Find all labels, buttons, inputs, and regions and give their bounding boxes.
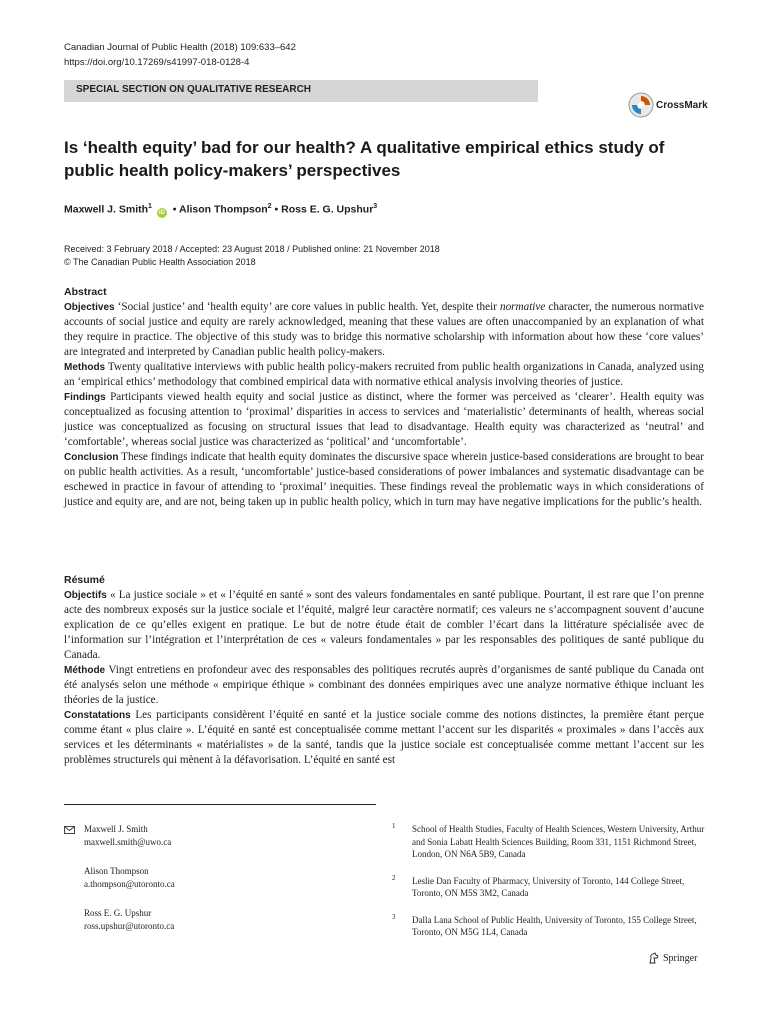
- resume-constatations: [64, 708, 704, 768]
- affiliation-text: School of Health Studies, Faculty of Health Sciences, Western University, Arthur and Sonia Labatt Health Sciences Building, Room 331, 1151 Richmond Street, London, ON N6A 5B9, Canada: [412, 824, 705, 859]
- affiliations: [392, 823, 710, 953]
- resume-objectifs: [64, 588, 704, 663]
- abstract-methods: [64, 360, 704, 390]
- contact-entry: [64, 823, 364, 849]
- contact-entry: [64, 907, 364, 933]
- springer-horse-icon: [648, 952, 660, 964]
- affiliation-number: 2: [392, 873, 396, 882]
- author-separator: •: [172, 203, 177, 216]
- author-affil-num: 1: [148, 203, 152, 210]
- author-affil-num: 2: [267, 203, 272, 210]
- contact-name: Maxwell J. Smith: [84, 824, 148, 834]
- objectives-emphasis: normative: [499, 301, 546, 313]
- objectives-text-b: character, the numerous normative accounts of social justice and equity are rarely acknowledged, meaning that these values are often unaccompanied by an explanation of what they require in practice. The objective of this study was to bridge this normative scholarship with information about how these ‘core values’ are integrated and interpreted by Canadian public health policy-makers.: [64, 301, 705, 358]
- dates-line: Received: 3 February 2018 / Accepted: 23 August 2018 / Published online: 21 November 2018: [64, 244, 440, 254]
- objectifs-text: « La justice sociale » et « l’équité en santé » sont des valeurs fondamentales en santé publique. Pourtant, il est rare que l’on prenne acte des nombreux exposés sur la justice sociale et l’équité, malgré leur caractère normatif; ces valeurs ne s’accompagnent souvent d’aucune explication de ce qu’elles exigent en pratique. Le but de notre étude était de combler l’écart dans la littérature spécialisée avec de l’information sur l’intégration et l’interprétation de ces « valeurs fondamentales » par les responsables des politiques de santé publique du Canada.: [64, 589, 705, 661]
- resume-methode: [64, 663, 704, 708]
- contact-email[interactable]: maxwell.smith@uwo.ca: [84, 837, 172, 847]
- affiliation-number: 1: [392, 822, 396, 830]
- author-affil-num: 3: [373, 203, 378, 210]
- affiliation-number: 3: [392, 912, 396, 921]
- objectives-text-a: ‘Social justice’ and ‘health equity’ are core values in public health. Yet, despite their: [117, 301, 497, 313]
- constatations-label: Constatations: [64, 710, 131, 721]
- author-list: [64, 203, 377, 218]
- journal-header: [64, 40, 296, 70]
- author-name[interactable]: Maxwell J. Smith: [64, 203, 149, 216]
- abstract-heading: Abstract: [64, 286, 107, 298]
- findings-text: Participants viewed health equity and social justice as distinct, where the former was perceived as ‘clearer’. Health equity was conceptualized as focusing attention to ‘proximal’ disparities in access to services and ‘materialistic’ determinants of health, whereas social justice was conceptualized as focusing on structural issues that lead to disadvantage. Health equity was characterized as ‘neutral’ and ‘comfortable’, whereas social justice was characterized as ‘political’ and ‘uncomfortable’.: [64, 391, 705, 448]
- conclusion-label: Conclusion: [64, 452, 119, 463]
- abstract-section: [64, 285, 704, 510]
- publisher-logo: [648, 952, 697, 964]
- abstract-conclusion: [64, 450, 704, 510]
- resume-section: [64, 573, 704, 768]
- contact-name: Ross E. G. Upshur: [84, 908, 152, 918]
- abstract-objectives: [64, 300, 704, 360]
- orcid-icon[interactable]: iD: [158, 209, 165, 216]
- corresponding-contacts: [64, 823, 364, 949]
- contact-email[interactable]: ross.upshur@utoronto.ca: [84, 921, 175, 931]
- affiliation-text: Leslie Dan Faculty of Pharmacy, University of Toronto, 144 College Street, Toronto, ON M5S 3M2, Canada: [412, 875, 685, 898]
- publisher-name: Springer: [663, 952, 698, 964]
- constatations-text: Les participants considèrent l’équité en santé et la justice sociale comme des notions distinctes, la première étant perçue comme étant « plus claire ». L’équité en santé est conceptualisée comme mettant l’accent sur les disparités « proximales » dans l’accès aux services et les déterminants « matérialistes » de la santé, tandis que la justice sociale est conceptualisée comme mettant l’accent sur les problèmes structurels qui mènent à la défavorisation. L’équité en santé est: [64, 709, 704, 766]
- author-separator: •: [274, 203, 279, 216]
- publication-dates: [64, 243, 440, 269]
- contact-entry: [64, 865, 364, 891]
- contact-email[interactable]: a.thompson@utoronto.ca: [84, 879, 175, 889]
- affiliation-text: Dalla Lana School of Public Health, University of Toronto, 155 College Street, Toronto, ON M5G 1L4, Canada: [412, 914, 697, 937]
- author-name[interactable]: Ross E. G. Upshur: [281, 203, 374, 216]
- affiliation-entry: [392, 875, 710, 900]
- crossmark-badge[interactable]: [628, 92, 708, 118]
- copyright-text: The Canadian Public Health Association 2018: [72, 257, 256, 267]
- methode-text: Vingt entretiens en profondeur avec des responsables des politiques recrutés auprès d’organismes de santé publique du Canada ont été analysés selon une méthode « empirique éthique » combinant des données empiriques avec une analyze normative éthique incluant les théories de la justice.: [64, 664, 704, 706]
- copyright-icon: ©: [64, 257, 73, 267]
- journal-citation: Canadian Journal of Public Health (2018) 109:633–642: [64, 42, 296, 53]
- affiliation-entry: [392, 914, 710, 939]
- abstract-findings: [64, 390, 704, 450]
- crossmark-icon: [628, 92, 654, 118]
- crossmark-label: CrossMark: [656, 99, 708, 111]
- conclusion-text: These findings indicate that health equity dominates the discursive space wherein justice-based considerations are brought to bear on public health activities. As a result, ‘uncomfortable’ justice-based considerations of power imbalances and systematic disadvantage can be eschewed in practice in favour of attending to ‘proximal’ inequities. These findings reveal the problematic ways in which considerations of justice and equity are, and are not, being taken up in public health policy, which in turn may have negative implications for the public’s health.: [64, 451, 704, 508]
- resume-heading: Résumé: [64, 574, 105, 586]
- methode-label: Méthode: [64, 665, 106, 676]
- objectives-label: Objectives: [64, 302, 115, 313]
- objectifs-label: Objectifs: [64, 590, 107, 601]
- envelope-icon: [64, 825, 75, 838]
- doi-link[interactable]: https://doi.org/10.17269/s41997-018-0128-4: [64, 57, 250, 68]
- article-title: Is ‘health equity’ bad for our health? A qualitative empirical ethics study of public health policy-makers’ perspectives: [64, 138, 665, 180]
- section-banner: SPECIAL SECTION ON QUALITATIVE RESEARCH: [64, 80, 538, 102]
- methods-label: Methods: [64, 362, 106, 373]
- affiliation-entry: [392, 823, 710, 861]
- contact-name: Alison Thompson: [84, 866, 149, 876]
- footnote-divider: [64, 804, 376, 805]
- copyright-line: [64, 256, 440, 269]
- findings-label: Findings: [64, 392, 106, 403]
- methods-text: Twenty qualitative interviews with public health policy-makers recruited from public health organizations in Canada, analyzed using an ‘empirical ethics’ methodology that combined empirical data with normative ethical analysis involving theories of justice.: [64, 361, 704, 388]
- author-name[interactable]: Alison Thompson: [179, 203, 268, 216]
